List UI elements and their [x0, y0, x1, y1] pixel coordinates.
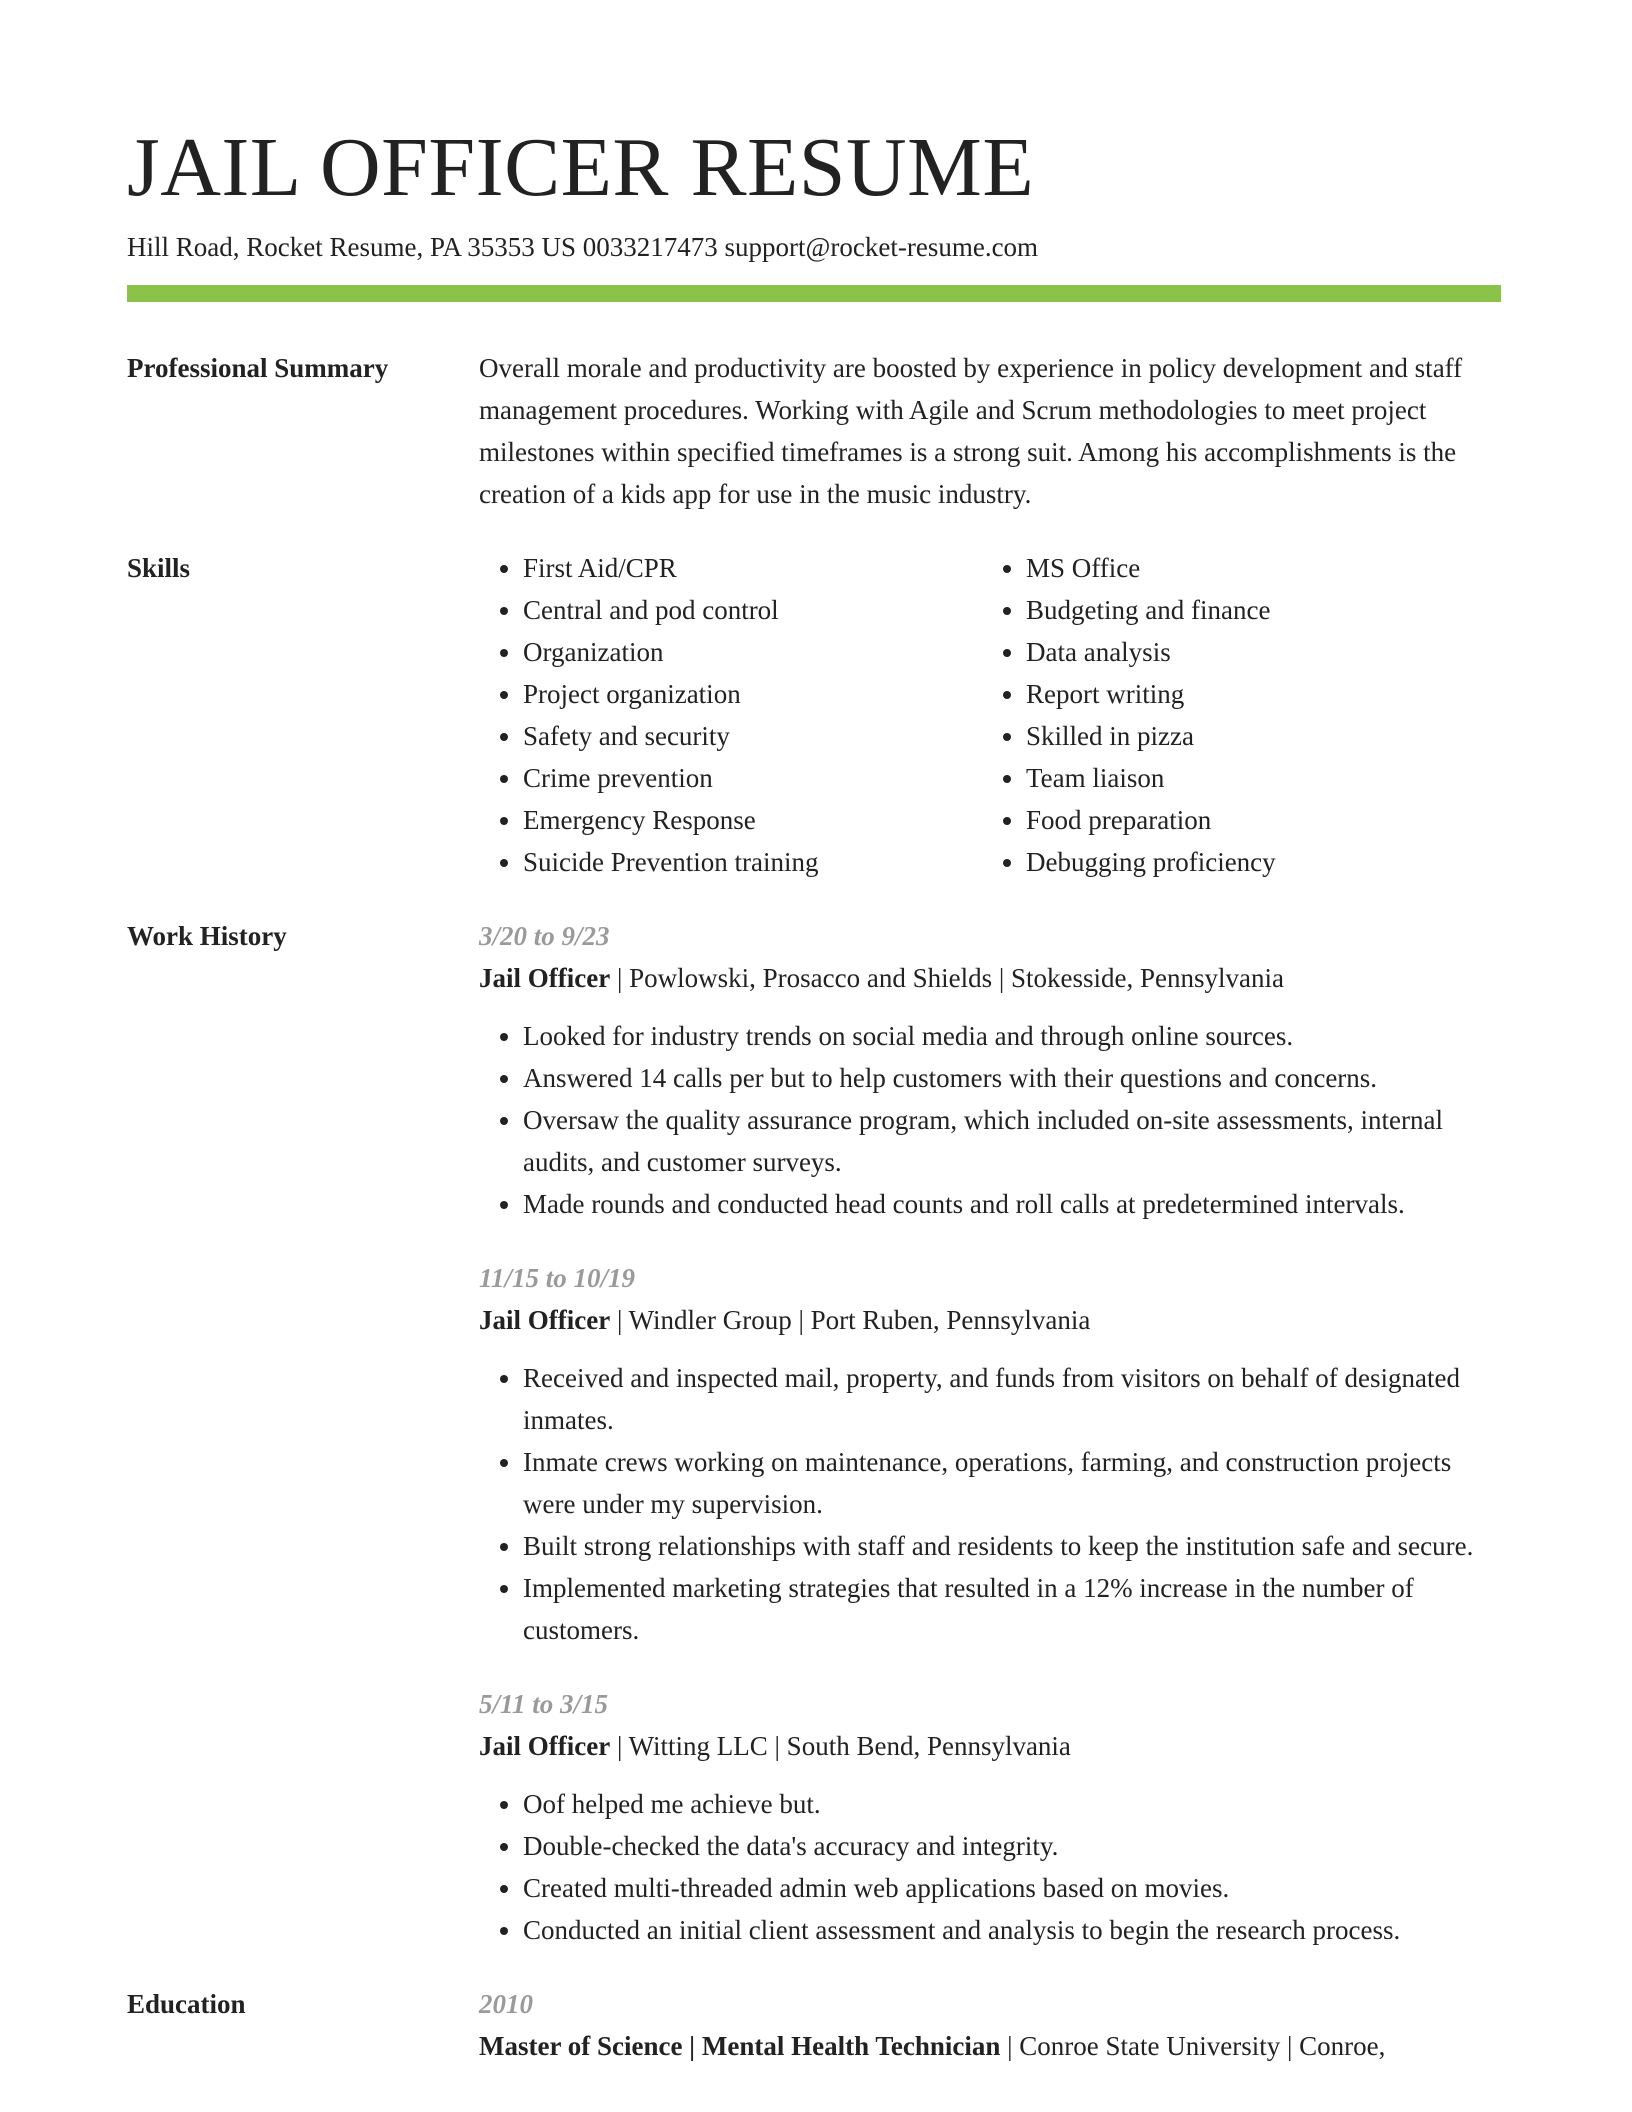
job-heading — [479, 957, 1501, 999]
skill-item: • Skilled in pizza — [1026, 715, 1276, 757]
job-heading — [479, 1725, 1501, 1767]
resume-content — [127, 347, 1501, 2067]
job-heading — [479, 1299, 1501, 1341]
education-year: 2010 — [479, 1989, 533, 2019]
education-heading — [479, 2025, 1501, 2067]
job-dates: 5/11 to 3/15 — [479, 1689, 609, 1719]
summary-text: Overall morale and productivity are boosted by experience in policy development and staff management procedures. Working with Agile and Scrum methodologies to meet project milestones within specified timeframes is a strong suit. Among his accomplishments is the creation of a kids app for use in the music industry. — [479, 353, 1463, 509]
duty-item: • Made rounds and conducted head counts and roll calls at predetermined intervals. — [523, 1183, 1501, 1225]
job-entry — [479, 915, 1501, 1225]
section-education — [127, 1983, 1501, 2067]
section-label-skills: Skills — [127, 553, 191, 583]
duty-item: • Built strong relationships with staff and residents to keep the institution safe and secure. — [523, 1525, 1501, 1567]
duty-item: • Oof helped me achieve but. — [523, 1783, 1501, 1825]
duty-item: • Created multi-threaded admin web applications based on movies. — [523, 1867, 1501, 1909]
contact-address: Hill Road, Rocket Resume, PA 35353 US — [127, 232, 577, 262]
skill-item: • Project organization — [523, 673, 982, 715]
skill-item: • Report writing — [1026, 673, 1276, 715]
education-degree: Master of Science | Mental Health Technician — [479, 2031, 1001, 2061]
job-entry — [479, 1683, 1501, 1951]
job-duties — [479, 1015, 1501, 1225]
duty-item: • Double-checked the data's accuracy and integrity. — [523, 1825, 1501, 1867]
duty-item: • Conducted an initial client assessment and analysis to begin the research process. — [523, 1909, 1501, 1951]
section-professional-summary — [127, 347, 1501, 515]
skill-item: • First Aid/CPR — [523, 547, 982, 589]
skill-item: • Data analysis — [1026, 631, 1276, 673]
header-divider — [127, 285, 1501, 302]
contact-email: support@rocket-resume.com — [724, 232, 1039, 262]
duty-item: • Oversaw the quality assurance program, which included on-site assessments, internal audits, and customer surveys. — [523, 1099, 1501, 1183]
skill-item: • Food preparation — [1026, 799, 1276, 841]
section-skills — [127, 547, 1501, 883]
skills-columns — [479, 547, 1501, 883]
skill-item: • Central and pod control — [523, 589, 982, 631]
contact-line — [127, 230, 1038, 265]
section-label-summary: Professional Summary — [127, 353, 389, 383]
duty-item: • Implemented marketing strategies that resulted in a 12% increase in the number of customers. — [523, 1567, 1501, 1651]
skill-item: • Team liaison — [1026, 757, 1276, 799]
work-body — [479, 915, 1501, 1951]
skill-item: • Crime prevention — [523, 757, 982, 799]
job-entry — [479, 1257, 1501, 1651]
skill-item: • Debugging proficiency — [1026, 841, 1276, 883]
job-employer-location: | Witting LLC | South Bend, Pennsylvania — [610, 1731, 1071, 1761]
duty-item: • Received and inspected mail, property, and funds from visitors on behalf of designated inmates. — [523, 1357, 1501, 1441]
skill-item: • MS Office — [1026, 547, 1276, 589]
duty-item: • Inmate crews working on maintenance, operations, farming, and construction projects were under my supervision. — [523, 1441, 1501, 1525]
job-dates: 11/15 to 10/19 — [479, 1263, 636, 1293]
job-employer-location: | Windler Group | Port Ruben, Pennsylvania — [610, 1305, 1091, 1335]
job-title: Jail Officer — [479, 963, 611, 993]
resume-title: JAIL OFFICER RESUME — [127, 121, 1035, 214]
job-dates: 3/20 to 9/23 — [479, 921, 610, 951]
duty-item: • Answered 14 calls per but to help customers with their questions and concerns. — [523, 1057, 1501, 1099]
skills-list-left — [479, 547, 982, 883]
education-body — [479, 1983, 1501, 2067]
contact-phone: 0033217473 — [582, 232, 718, 262]
job-title: Jail Officer — [479, 1305, 611, 1335]
education-school-location: | Conroe State University | Conroe, — [1000, 2031, 1386, 2061]
skill-item: • Emergency Response — [523, 799, 982, 841]
section-label-work: Work History — [127, 921, 287, 951]
duty-item: • Looked for industry trends on social media and through online sources. — [523, 1015, 1501, 1057]
job-employer-location: | Powlowski, Prosacco and Shields | Stokesside, Pennsylvania — [610, 963, 1284, 993]
skill-item: • Organization — [523, 631, 982, 673]
section-label-education: Education — [127, 1989, 246, 2019]
skill-item: • Suicide Prevention training — [523, 841, 982, 883]
job-title: Jail Officer — [479, 1731, 611, 1761]
job-duties — [479, 1783, 1501, 1951]
section-work-history — [127, 915, 1501, 1951]
skills-list-right — [982, 547, 1276, 883]
skill-item: • Budgeting and finance — [1026, 589, 1276, 631]
job-duties — [479, 1357, 1501, 1651]
summary-body — [479, 347, 1501, 515]
skill-item: • Safety and security — [523, 715, 982, 757]
